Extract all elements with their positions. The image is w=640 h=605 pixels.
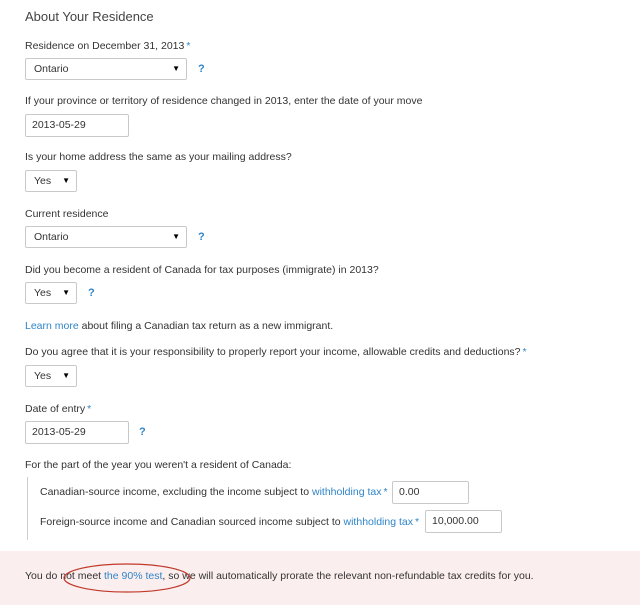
withholding-tax-link[interactable]: withholding tax bbox=[312, 486, 382, 498]
triangle-down-icon: ▼ bbox=[62, 371, 70, 380]
triangle-down-icon: ▼ bbox=[62, 288, 70, 297]
residence-dec31-value: Ontario bbox=[34, 63, 69, 75]
current-residence-value: Ontario bbox=[34, 231, 69, 243]
move-date-value: 2013-05-29 bbox=[32, 119, 86, 131]
ninety-percent-test-link[interactable]: the 90% test bbox=[104, 570, 163, 582]
canadian-income-input[interactable] bbox=[392, 481, 469, 504]
agree-label bbox=[25, 346, 527, 358]
learn-more-line bbox=[25, 320, 333, 332]
date-of-entry-label bbox=[25, 403, 91, 415]
triangle-down-icon: ▼ bbox=[172, 64, 180, 73]
help-icon[interactable]: ? bbox=[88, 287, 95, 299]
canadian-income-label-text: Canadian-source income, excluding the income subject to bbox=[40, 486, 310, 498]
triangle-down-icon: ▼ bbox=[62, 176, 70, 185]
current-residence-select[interactable] bbox=[25, 226, 187, 248]
required-mark: * bbox=[414, 516, 420, 528]
same-address-select[interactable] bbox=[25, 170, 77, 192]
agree-label-text: Do you agree that it is your responsibility to properly report your income, allowable credits and deductions? bbox=[25, 346, 521, 358]
agree-value: Yes bbox=[34, 370, 52, 382]
required-mark: * bbox=[186, 40, 191, 52]
current-residence-label: Current residence bbox=[25, 208, 109, 220]
annotation-ellipse bbox=[64, 564, 190, 592]
move-date-label: If your province or territory of residence changed in 2013, enter the date of your move bbox=[25, 95, 423, 107]
date-of-entry-label-text: Date of entry bbox=[25, 403, 86, 415]
date-of-entry-value: 2013-05-29 bbox=[32, 426, 86, 438]
learn-more-text: about filing a Canadian tax return as a new immigrant. bbox=[81, 320, 334, 332]
same-address-value: Yes bbox=[34, 175, 52, 187]
required-mark: * bbox=[383, 486, 388, 498]
same-address-label: Is your home address the same as your mailing address? bbox=[25, 151, 292, 163]
notice-prefix: You do not meet bbox=[25, 570, 102, 582]
triangle-down-icon: ▼ bbox=[172, 232, 180, 241]
required-mark: * bbox=[87, 403, 92, 415]
canadian-income-value: 0.00 bbox=[399, 486, 420, 498]
foreign-income-label-text: Foreign-source income and Canadian sourced income subject to bbox=[40, 516, 341, 528]
notice-suffix: , so we will automatically prorate the relevant non-refundable tax credits for you. bbox=[162, 570, 534, 582]
annotation-oval bbox=[61, 561, 193, 595]
required-mark: * bbox=[522, 346, 527, 358]
group-divider bbox=[27, 477, 28, 540]
foreign-income-input[interactable] bbox=[425, 510, 502, 533]
residence-dec31-label bbox=[25, 40, 190, 52]
withholding-tax-link[interactable]: withholding tax bbox=[343, 516, 413, 528]
date-of-entry-input[interactable] bbox=[25, 421, 129, 444]
move-date-input[interactable] bbox=[25, 114, 129, 137]
immigrate-label: Did you become a resident of Canada for tax purposes (immigrate) in 2013? bbox=[25, 264, 379, 276]
immigrate-select[interactable] bbox=[25, 282, 77, 304]
help-icon[interactable]: ? bbox=[198, 231, 205, 243]
part-year-label: For the part of the year you weren't a resident of Canada: bbox=[25, 459, 292, 471]
foreign-income-value: 10,000.00 bbox=[432, 515, 479, 527]
residence-dec31-label-text: Residence on December 31, 2013 bbox=[25, 40, 185, 52]
help-icon[interactable]: ? bbox=[139, 426, 146, 438]
help-icon[interactable]: ? bbox=[198, 63, 205, 75]
immigrate-value: Yes bbox=[34, 287, 52, 299]
residence-dec31-select[interactable] bbox=[25, 58, 187, 80]
section-title: About Your Residence bbox=[25, 9, 154, 24]
agree-select[interactable] bbox=[25, 365, 77, 387]
learn-more-link[interactable]: Learn more bbox=[25, 320, 79, 332]
foreign-income-label bbox=[40, 516, 419, 528]
canadian-income-label bbox=[40, 486, 388, 498]
